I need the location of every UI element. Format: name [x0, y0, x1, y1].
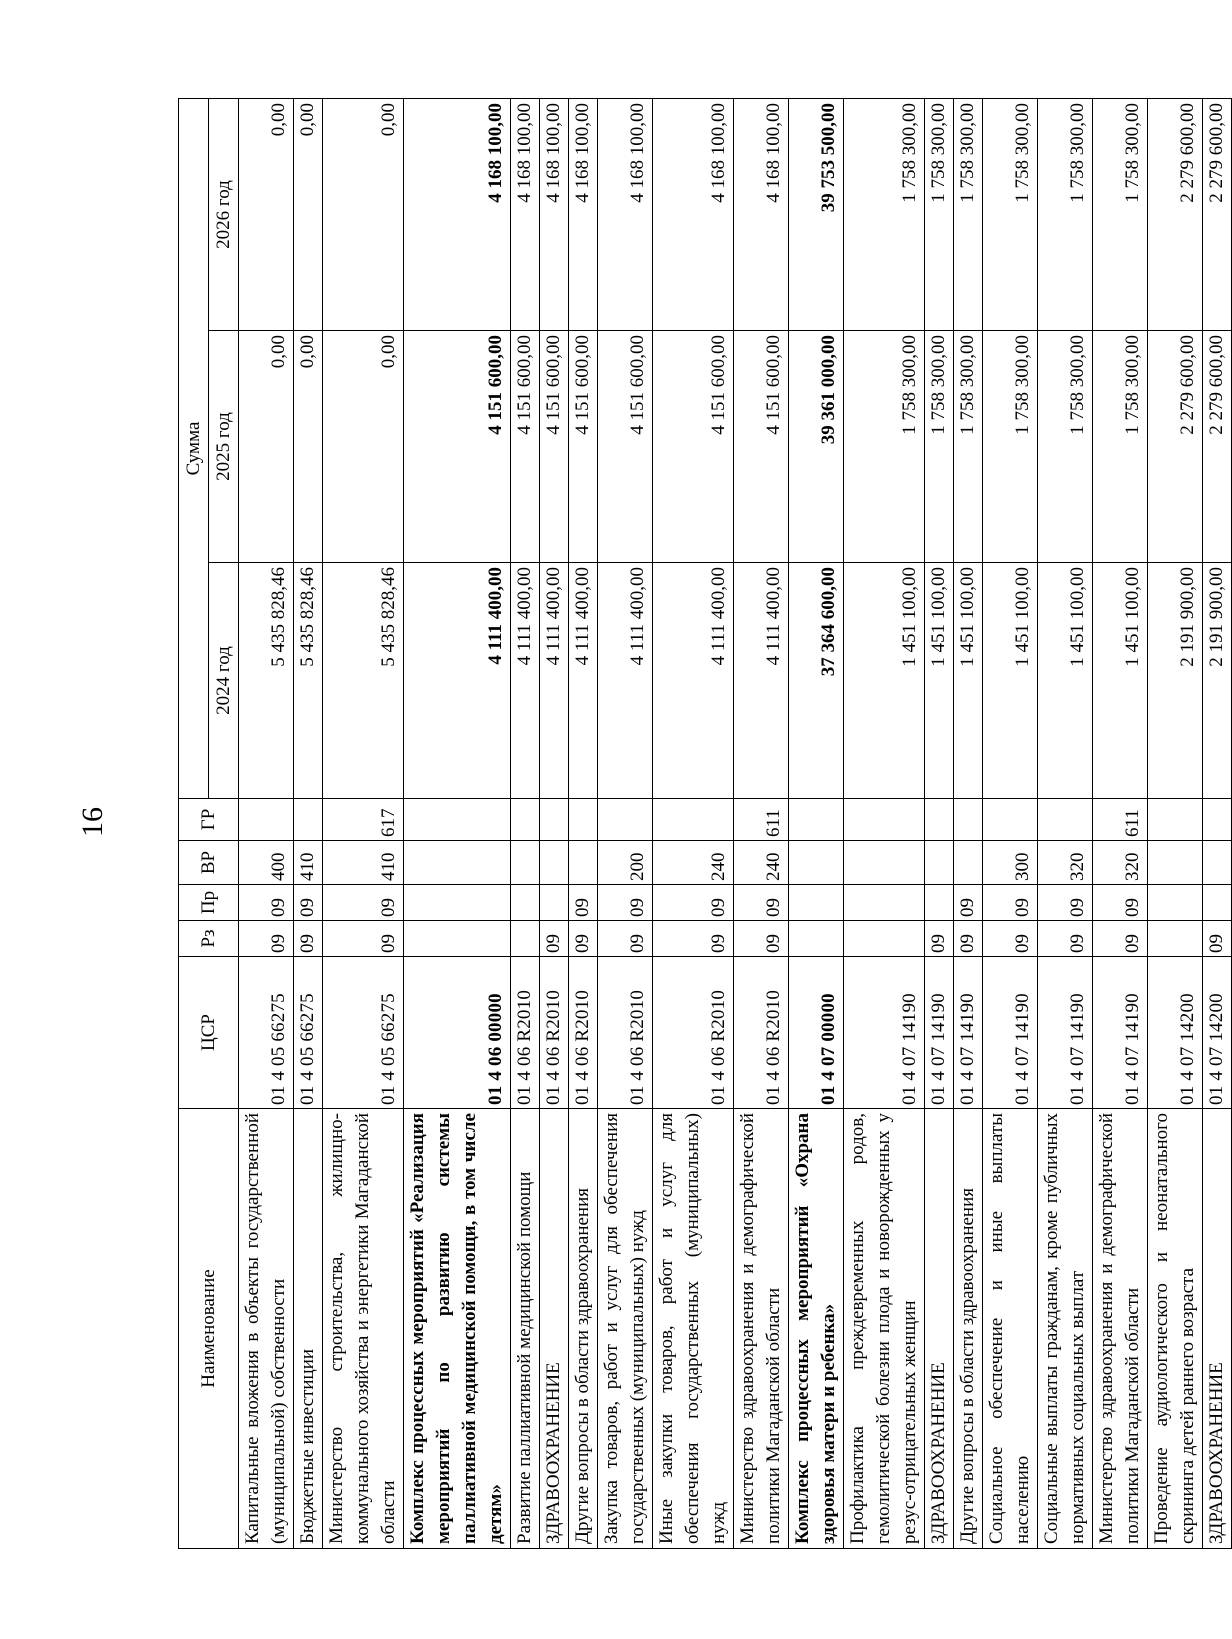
row-rz: 09	[925, 921, 954, 957]
row-vr: 240	[734, 841, 789, 885]
row-sum-2026: 1 758 300,00	[983, 99, 1038, 331]
row-sum-2024: 2 191 900,00	[1203, 563, 1232, 799]
row-pr	[844, 885, 925, 921]
row-rz: 09	[239, 921, 294, 957]
table-row	[323, 99, 404, 1549]
row-sum-2026: 4 168 100,00	[540, 99, 569, 331]
row-sum-2024: 5 435 828,46	[294, 563, 323, 799]
row-pr: 09	[239, 885, 294, 921]
row-sum-2024: 4 111 400,00	[653, 563, 734, 799]
row-gr: 617	[323, 799, 404, 841]
table-row	[954, 99, 983, 1549]
row-name: Проведение аудиологического и неонатального скрининга детей раннего возраста	[1148, 1109, 1203, 1549]
row-sum-2024: 1 451 100,00	[925, 563, 954, 799]
table-row	[1148, 99, 1203, 1549]
row-vr	[844, 841, 925, 885]
row-rz: 09	[569, 921, 598, 957]
header-year-2025: 2025 год	[209, 331, 239, 563]
row-gr	[925, 799, 954, 841]
row-name: Иные закупки товаров, работ и услуг для обеспечения государственных (муниципальных) нужд	[653, 1109, 734, 1549]
row-pr: 09	[983, 885, 1038, 921]
row-pr	[1203, 885, 1232, 921]
row-gr	[954, 799, 983, 841]
row-csr: 01 4 07 14190	[925, 957, 954, 1109]
row-sum-2026: 2 279 600,00	[1203, 99, 1232, 331]
row-sum-2025: 1 758 300,00	[954, 331, 983, 563]
row-gr	[1038, 799, 1093, 841]
row-rz: 09	[1038, 921, 1093, 957]
row-name: ЗДРАВООХРАНЕНИЕ	[540, 1109, 569, 1549]
row-sum-2024: 1 451 100,00	[1038, 563, 1093, 799]
page-number: 16	[76, 807, 109, 837]
row-gr	[239, 799, 294, 841]
row-csr: 01 4 07 14190	[1093, 957, 1148, 1109]
row-gr	[540, 799, 569, 841]
row-rz: 09	[1203, 921, 1232, 957]
row-rz: 09	[1093, 921, 1148, 957]
row-sum-2026: 1 758 300,00	[1093, 99, 1148, 331]
row-sum-2024: 1 451 100,00	[954, 563, 983, 799]
row-sum-2025: 4 151 600,00	[404, 331, 511, 563]
row-rz	[511, 921, 540, 957]
row-name: ЗДРАВООХРАНЕНИЕ	[925, 1109, 954, 1549]
row-vr: 200	[598, 841, 653, 885]
row-csr: 01 4 06 R2010	[734, 957, 789, 1109]
row-name: Бюджетные инвестиции	[294, 1109, 323, 1549]
row-rz: 09	[653, 921, 734, 957]
row-rz: 09	[540, 921, 569, 957]
row-name: Капитальные вложения в объекты государственной (муниципальной) собственности	[239, 1109, 294, 1549]
header-sum: Сумма	[179, 99, 209, 799]
row-sum-2024: 4 111 400,00	[404, 563, 511, 799]
header-gr: ГР	[179, 799, 239, 841]
table-row	[844, 99, 925, 1549]
row-pr: 09	[569, 885, 598, 921]
row-pr: 09	[1038, 885, 1093, 921]
table-row	[404, 99, 511, 1549]
row-sum-2026: 0,00	[294, 99, 323, 331]
row-name: Министерство здравоохранения и демографической политики Магаданской области	[1093, 1109, 1148, 1549]
row-sum-2025: 4 151 600,00	[734, 331, 789, 563]
row-rz: 09	[983, 921, 1038, 957]
row-csr: 01 4 06 00000	[404, 957, 511, 1109]
row-pr: 09	[734, 885, 789, 921]
row-sum-2026: 0,00	[239, 99, 294, 331]
row-sum-2025: 39 361 000,00	[789, 331, 844, 563]
row-sum-2025: 4 151 600,00	[569, 331, 598, 563]
row-csr: 01 4 05 66275	[323, 957, 404, 1109]
row-name: Социальные выплаты гражданам, кроме публичных нормативных социальных выплат	[1038, 1109, 1093, 1549]
row-name: Комплекс процессных мероприятий «Охрана здоровья матери и ребенка»	[789, 1109, 844, 1549]
row-sum-2025: 4 151 600,00	[511, 331, 540, 563]
table-row	[983, 99, 1038, 1549]
row-rz: 09	[734, 921, 789, 957]
row-gr: 611	[1093, 799, 1148, 841]
row-vr: 400	[239, 841, 294, 885]
row-rz	[789, 921, 844, 957]
row-pr: 09	[653, 885, 734, 921]
row-gr	[844, 799, 925, 841]
row-pr: 09	[598, 885, 653, 921]
table-row	[1203, 99, 1232, 1549]
table-row	[789, 99, 844, 1549]
row-gr	[653, 799, 734, 841]
row-csr: 01 4 06 R2010	[511, 957, 540, 1109]
row-csr: 01 4 06 R2010	[653, 957, 734, 1109]
rotated-table-container	[178, 99, 1227, 1549]
row-sum-2024: 1 451 100,00	[844, 563, 925, 799]
row-vr	[925, 841, 954, 885]
row-sum-2026: 4 168 100,00	[734, 99, 789, 331]
row-sum-2024: 4 111 400,00	[734, 563, 789, 799]
row-sum-2024: 4 111 400,00	[511, 563, 540, 799]
row-sum-2025: 1 758 300,00	[925, 331, 954, 563]
row-sum-2026: 4 168 100,00	[598, 99, 653, 331]
row-rz	[1148, 921, 1203, 957]
row-vr	[540, 841, 569, 885]
row-gr	[598, 799, 653, 841]
row-pr: 09	[323, 885, 404, 921]
row-csr: 01 4 07 14200	[1148, 957, 1203, 1109]
row-sum-2025: 0,00	[239, 331, 294, 563]
row-sum-2025: 2 279 600,00	[1148, 331, 1203, 563]
row-sum-2025: 1 758 300,00	[983, 331, 1038, 563]
row-sum-2026: 0,00	[323, 99, 404, 331]
row-vr: 320	[1093, 841, 1148, 885]
row-sum-2024: 5 435 828,46	[239, 563, 294, 799]
row-vr: 300	[983, 841, 1038, 885]
row-vr: 410	[294, 841, 323, 885]
row-name: Комплекс процессных мероприятий «Реализация мероприятий по развитию системы паллиативной медицинской помощи, в том числе детям»	[404, 1109, 511, 1549]
header-rz: Рз	[179, 921, 239, 957]
row-gr	[294, 799, 323, 841]
row-sum-2026: 4 168 100,00	[511, 99, 540, 331]
row-sum-2024: 37 364 600,00	[789, 563, 844, 799]
row-sum-2025: 2 279 600,00	[1203, 331, 1232, 563]
table-body	[239, 99, 1232, 1549]
row-sum-2025: 4 151 600,00	[598, 331, 653, 563]
row-sum-2025: 0,00	[294, 331, 323, 563]
row-rz: 09	[598, 921, 653, 957]
header-name: Наименование	[179, 1109, 239, 1549]
header-vr: ВР	[179, 841, 239, 885]
row-vr	[789, 841, 844, 885]
row-name: Развитие паллиативной медицинской помощи	[511, 1109, 540, 1549]
table-row	[294, 99, 323, 1549]
row-sum-2025: 0,00	[323, 331, 404, 563]
table-row	[239, 99, 294, 1549]
table-row	[540, 99, 569, 1549]
table-row	[598, 99, 653, 1549]
table-row	[653, 99, 734, 1549]
row-gr	[1148, 799, 1203, 841]
table-row	[569, 99, 598, 1549]
row-rz: 09	[954, 921, 983, 957]
header-year-2024: 2024 год	[209, 563, 239, 799]
row-sum-2024: 4 111 400,00	[540, 563, 569, 799]
row-csr: 01 4 05 66275	[239, 957, 294, 1109]
row-name: Другие вопросы в области здравоохранения	[569, 1109, 598, 1549]
row-gr	[569, 799, 598, 841]
header-pr: Пр	[179, 885, 239, 921]
row-rz: 09	[323, 921, 404, 957]
table-row	[511, 99, 540, 1549]
row-csr: 01 4 07 14190	[954, 957, 983, 1109]
row-vr	[404, 841, 511, 885]
row-gr: 611	[734, 799, 789, 841]
row-sum-2025: 1 758 300,00	[1038, 331, 1093, 563]
row-sum-2026: 4 168 100,00	[653, 99, 734, 331]
budget-table	[178, 98, 1232, 1549]
row-pr	[1148, 885, 1203, 921]
row-name: ЗДРАВООХРАНЕНИЕ	[1203, 1109, 1232, 1549]
row-gr	[511, 799, 540, 841]
row-pr: 09	[294, 885, 323, 921]
row-csr: 01 4 05 66275	[294, 957, 323, 1109]
row-sum-2026: 1 758 300,00	[1038, 99, 1093, 331]
row-csr: 01 4 06 R2010	[569, 957, 598, 1109]
row-csr: 01 4 07 14200	[1203, 957, 1232, 1109]
row-pr: 09	[1093, 885, 1148, 921]
header-year-2026: 2026 год	[209, 99, 239, 331]
row-vr	[954, 841, 983, 885]
row-csr: 01 4 07 14190	[1038, 957, 1093, 1109]
table-row	[734, 99, 789, 1549]
row-sum-2026: 1 758 300,00	[954, 99, 983, 331]
row-sum-2025: 1 758 300,00	[844, 331, 925, 563]
table-row	[1093, 99, 1148, 1549]
row-vr: 410	[323, 841, 404, 885]
row-csr: 01 4 07 00000	[789, 957, 844, 1109]
row-sum-2025: 4 151 600,00	[540, 331, 569, 563]
header-csr: ЦСР	[179, 957, 239, 1109]
row-gr	[983, 799, 1038, 841]
row-csr: 01 4 07 14190	[983, 957, 1038, 1109]
row-pr	[925, 885, 954, 921]
row-csr: 01 4 06 R2010	[598, 957, 653, 1109]
row-sum-2024: 5 435 828,46	[323, 563, 404, 799]
row-sum-2026: 39 753 500,00	[789, 99, 844, 331]
row-sum-2024: 1 451 100,00	[1093, 563, 1148, 799]
row-name: Закупка товаров, работ и услуг для обеспечения государственных (муниципальных) нужд	[598, 1109, 653, 1549]
row-sum-2025: 4 151 600,00	[653, 331, 734, 563]
row-pr	[540, 885, 569, 921]
row-pr	[404, 885, 511, 921]
row-vr: 240	[653, 841, 734, 885]
row-name: Министерство строительства, жилищно-коммунального хозяйства и энергетики Магаданской области	[323, 1109, 404, 1549]
row-gr	[404, 799, 511, 841]
row-rz	[404, 921, 511, 957]
row-csr: 01 4 06 R2010	[540, 957, 569, 1109]
row-pr	[789, 885, 844, 921]
row-rz: 09	[294, 921, 323, 957]
row-name: Другие вопросы в области здравоохранения	[954, 1109, 983, 1549]
row-sum-2026: 2 279 600,00	[1148, 99, 1203, 331]
row-sum-2026: 1 758 300,00	[925, 99, 954, 331]
row-sum-2025: 1 758 300,00	[1093, 331, 1148, 563]
row-sum-2024: 4 111 400,00	[598, 563, 653, 799]
row-name: Министерство здравоохранения и демографической политики Магаданской области	[734, 1109, 789, 1549]
row-vr	[569, 841, 598, 885]
row-vr	[1203, 841, 1232, 885]
row-sum-2026: 4 168 100,00	[569, 99, 598, 331]
row-sum-2024: 1 451 100,00	[983, 563, 1038, 799]
row-sum-2024: 2 191 900,00	[1148, 563, 1203, 799]
row-csr: 01 4 07 14190	[844, 957, 925, 1109]
table-row	[1038, 99, 1093, 1549]
row-name: Социальное обеспечение и иные выплаты населению	[983, 1109, 1038, 1549]
row-sum-2026: 1 758 300,00	[844, 99, 925, 331]
row-sum-2026: 4 168 100,00	[404, 99, 511, 331]
row-gr	[789, 799, 844, 841]
row-pr	[511, 885, 540, 921]
row-sum-2024: 4 111 400,00	[569, 563, 598, 799]
row-vr	[511, 841, 540, 885]
row-name: Профилактика преждевременных родов, гемолитической болезни плода и новорожденных у резус-отрицательных женщин	[844, 1109, 925, 1549]
row-vr	[1148, 841, 1203, 885]
row-rz	[844, 921, 925, 957]
row-gr	[1203, 799, 1232, 841]
row-vr: 320	[1038, 841, 1093, 885]
row-pr: 09	[954, 885, 983, 921]
table-row	[925, 99, 954, 1549]
